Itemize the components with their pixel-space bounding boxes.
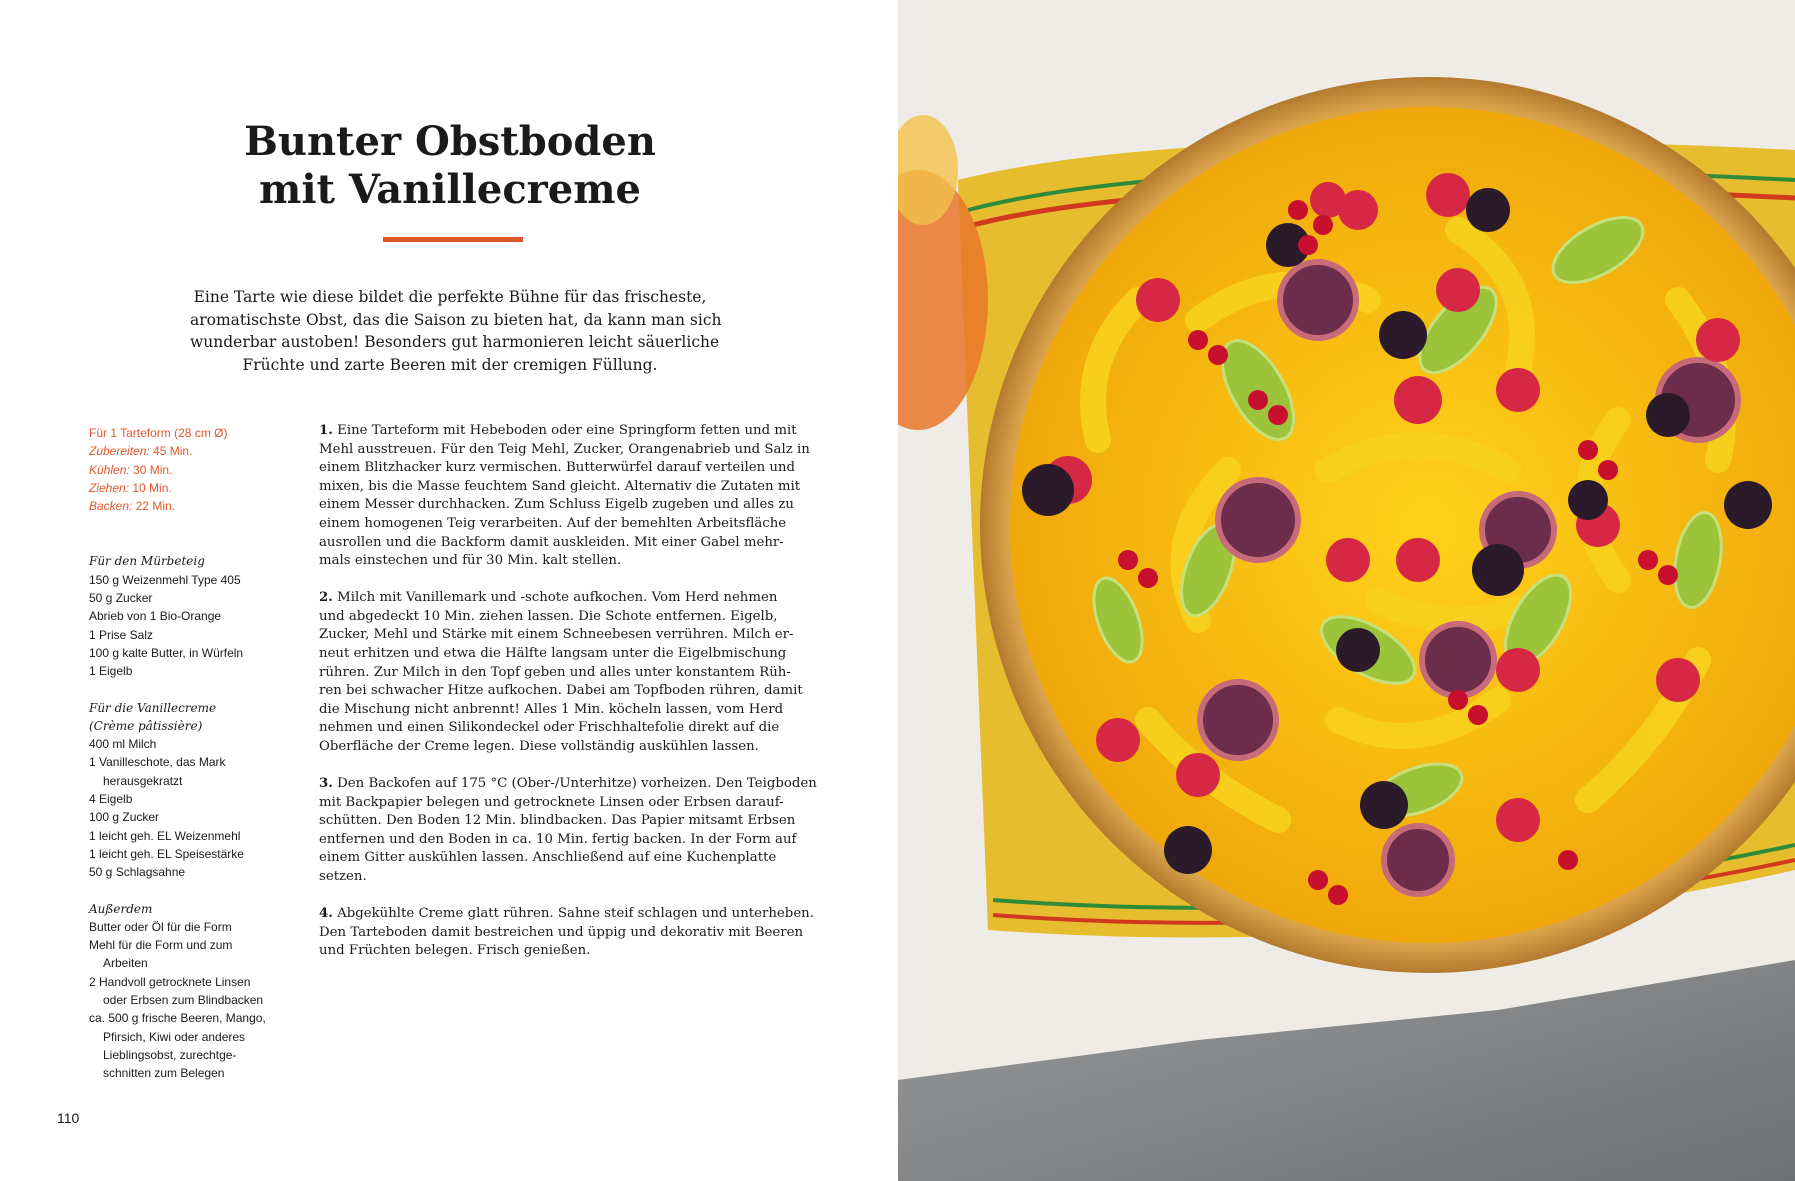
intro-line: wunderbar austoben! Besonders gut harmonieren leicht säuerliche — [190, 333, 720, 351]
step-text: Den Backofen auf 175 °C (Ober-/Unterhitze) vorheizen. Den Teigboden — [332, 776, 817, 792]
ingredient-item: 1 leicht geh. EL Weizenmehl — [89, 828, 241, 843]
step-line — [319, 775, 817, 794]
step-line: setzen. — [319, 869, 367, 885]
step-line: einem Blitzhacker kurz vermischen. Butterwürfel darauf verteilen und — [319, 460, 795, 476]
ingredients-heading: Außerdem — [89, 901, 153, 916]
ingredient-item: Arbeiten — [103, 956, 148, 971]
ingredient-item: 4 Eigelb — [89, 792, 133, 807]
ingredient-item: Abrieb von 1 Bio-Orange — [89, 609, 222, 624]
step-line: Oberfläche der Creme legen. Diese vollständig auskühlen lassen. — [319, 739, 759, 754]
steep-time — [89, 479, 299, 497]
ingredients-dough — [89, 552, 299, 680]
ingredient-item: 1 Vanilleschote, das Mark — [89, 755, 226, 770]
instruction-step — [319, 775, 817, 887]
step-line: neut erhitzen und etwa die Hälfte langsam unter die Eigelbmischung — [319, 646, 787, 662]
instruction-step — [319, 589, 809, 756]
step-line: schütten. Den Boden 12 Min. blindbacken. Das Papier mitsamt Erbsen — [319, 813, 796, 829]
step-line: einem homogenen Teig verarbeiten. Auf der bemehlten Arbeitsfläche — [319, 515, 787, 531]
title-line: Bunter Obstboden — [244, 118, 656, 165]
ingredient-item: ca. 500 g frische Beeren, Mango, — [89, 1011, 266, 1026]
ingredients-extra — [89, 900, 299, 1083]
ingredient-item: 150 g Weizenmehl Type 405 — [89, 572, 241, 587]
step-line: rühren. Zur Milch in den Topf geben und alles unter konstantem Rüh- — [319, 664, 791, 680]
step-line: einem Gitter auskühlen lassen. Anschließend auf eine Kuchenplatte — [319, 850, 777, 866]
prep-time — [89, 442, 299, 460]
intro-line: Eine Tarte wie diese bildet die perfekte Bühne für das frischeste, — [193, 288, 707, 306]
cool-label: Kühlen: — [89, 462, 130, 477]
ingredient-item: 2 Handvoll getrocknete Linsen — [89, 974, 251, 989]
ingredients-heading: Für den Mürbeteig — [89, 554, 205, 569]
intro-text — [190, 286, 722, 376]
step-line: mixen, bis die Masse feuchtem Sand gleicht. Alternativ die Zutaten mit — [319, 478, 801, 494]
page-number: 110 — [57, 1110, 80, 1126]
steep-value: 10 Min. — [129, 480, 172, 495]
ingredients-cream — [89, 699, 299, 882]
step-text: Milch mit Vanillemark und -schote aufkochen. Vom Herd nehmen — [332, 590, 778, 606]
step-line: und abgedeckt 10 Min. ziehen lassen. Die Schote entfernen. Eigelb, — [319, 608, 778, 624]
cool-time — [89, 461, 299, 479]
step-line: Zucker, Mehl und Stärke mit einem Schneebesen verrühren. Milch er- — [319, 627, 794, 643]
ingredient-item: 400 ml Milch — [89, 737, 157, 752]
prep-label: Zubereiten: — [89, 444, 150, 459]
instruction-step — [319, 422, 809, 571]
cool-value: 30 Min. — [129, 462, 173, 477]
ingredient-item: 1 leicht geh. EL Speisestärke — [89, 846, 244, 861]
intro-line: aromatischste Obst, das die Saison zu bieten hat, da kann man sich — [190, 310, 722, 329]
step-line: mals einstechen und für 30 Min. kalt stellen. — [319, 553, 622, 569]
form-size: Für 1 Tarteform (28 cm Ø) — [89, 426, 228, 440]
prep-value: 45 Min. — [149, 444, 193, 459]
ingredient-item: 50 g Schlagsahne — [89, 865, 186, 880]
bake-value: 22 Min. — [132, 499, 176, 514]
ingredients-heading: (Crème pâtissière) — [89, 718, 203, 733]
ingredient-item: herausgekratzt — [103, 773, 183, 788]
step-line: einem Messer durchhacken. Zum Schluss Eigelb zugeben und alles zu — [319, 497, 794, 513]
ingredient-item: oder Erbsen zum Blindbacken — [103, 993, 264, 1008]
tart-photo — [898, 0, 1795, 1181]
step-line: nehmen und einen Silikondeckel oder Frischhaltefolie direkt auf die — [319, 720, 780, 736]
step-line: ausrollen und die Backform damit auskleiden. Mit einer Gabel mehr- — [319, 534, 784, 550]
ingredient-item: Butter oder Öl für die Form — [89, 919, 232, 934]
step-number: 4. — [319, 906, 333, 922]
step-number: 1. — [319, 423, 333, 438]
ingredients-sidebar — [89, 424, 299, 1101]
step-number: 2. — [319, 590, 333, 606]
step-line: mit Backpapier belegen und getrocknete Linsen oder Erbsen darauf- — [319, 794, 784, 810]
step-text: Eine Tarteform mit Hebeboden oder eine Springform fetten und mit — [332, 423, 797, 438]
title-line: mit Vanillecreme — [259, 166, 641, 213]
step-line: und Früchten belegen. Frisch genießen. — [319, 943, 591, 959]
step-line — [319, 422, 809, 441]
bake-time — [89, 497, 299, 515]
instruction-step — [319, 905, 814, 961]
tart-illustration — [898, 0, 1795, 1181]
ingredient-item: Pfirsich, Kiwi oder anderes — [103, 1029, 246, 1044]
bake-label: Backen: — [89, 499, 133, 514]
intro-line: Früchte und zarte Beeren mit der cremigen Füllung. — [242, 355, 658, 374]
steep-label: Ziehen: — [89, 480, 130, 495]
step-line — [319, 905, 814, 924]
step-line: entfernen und den Boden in ca. 10 Min. fertig backen. In der Form auf — [319, 831, 797, 847]
ingredient-item: schnitten zum Belegen — [103, 1066, 225, 1081]
ingredient-item: 1 Prise Salz — [89, 627, 154, 642]
step-line: die Mischung nicht anbrennt! Alles 1 Min. köcheln lassen, vom Herd — [319, 701, 784, 717]
ingredient-item: 1 Eigelb — [89, 664, 133, 679]
step-text: Abgekühlte Creme glatt rühren. Sahne steif schlagen und unterheben. — [332, 906, 814, 922]
ingredient-item: Mehl für die Form und zum — [89, 938, 233, 953]
ingredient-item: Lieblingsobst, zurechtge- — [103, 1047, 237, 1062]
ingredients-heading: Für die Vanillecreme — [89, 700, 217, 715]
recipe-title — [150, 118, 750, 214]
instructions — [319, 422, 817, 979]
ingredient-item: 100 g kalte Butter, in Würfeln — [89, 645, 244, 660]
ingredient-item: 100 g Zucker — [89, 810, 160, 825]
ingredient-item: 50 g Zucker — [89, 591, 153, 606]
step-line: Mehl ausstreuen. Für den Teig Mehl, Zucker, Orangenabrieb und Salz in — [319, 441, 810, 457]
step-line — [319, 589, 809, 608]
title-underline — [383, 237, 523, 242]
step-line: Den Tarteboden damit bestreichen und üppig und dekorativ mit Beeren — [319, 924, 804, 940]
step-number: 3. — [319, 776, 333, 792]
recipe-meta — [89, 424, 299, 515]
step-line: ren bei schwacher Hitze aufkochen. Dabei am Topfboden rühren, damit — [319, 683, 803, 699]
